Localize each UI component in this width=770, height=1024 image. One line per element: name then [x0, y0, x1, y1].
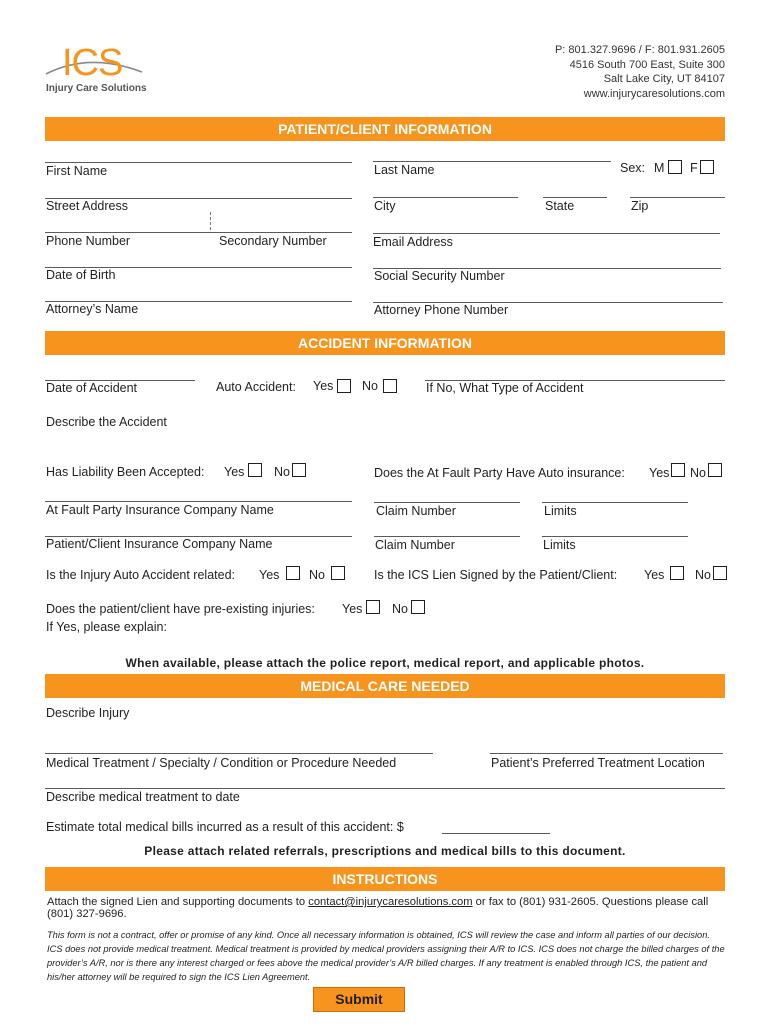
at-fault-claim-label: Claim Number: [376, 504, 456, 518]
injury-yes-label: Yes: [259, 568, 280, 582]
state-label: State: [545, 199, 575, 213]
preexisting-no-label: No: [392, 602, 408, 616]
zip-field[interactable]: [630, 197, 725, 198]
contact-email-link[interactable]: contact@injurycaresolutions.com: [308, 896, 473, 908]
section-medical-header: MEDICAL CARE NEEDED: [45, 674, 725, 698]
auto-accident-label: Auto Accident:: [216, 380, 296, 394]
injury-related-label: Is the Injury Auto Accident related:: [46, 568, 236, 582]
patient-claim-field[interactable]: [374, 536, 520, 537]
at-fault-limits-label: Limits: [544, 504, 577, 518]
lien-yes-label: Yes: [644, 568, 665, 582]
explain-label: If Yes, please explain:: [46, 620, 167, 634]
injury-no-checkbox[interactable]: [331, 566, 345, 580]
auto-no-checkbox[interactable]: [383, 379, 397, 393]
logo-mark: ICS: [62, 42, 123, 84]
section-accident-header: ACCIDENT INFORMATION: [45, 331, 725, 355]
treatment-location-label: Patient’s Preferred Treatment Location: [491, 756, 705, 770]
auto-yes-checkbox[interactable]: [337, 379, 351, 393]
attorney-name-label: Attorney’s Name: [46, 302, 139, 316]
patient-company-label: Patient/Client Insurance Company Name: [46, 537, 273, 551]
at-fault-claim-field[interactable]: [374, 502, 520, 503]
liability-no-label: No: [274, 465, 290, 479]
state-field[interactable]: [543, 197, 607, 198]
treatment-to-date-field[interactable]: [45, 788, 725, 789]
auto-yes-label: Yes: [313, 379, 334, 393]
instructions-text: [47, 896, 727, 920]
secondary-number-label: Secondary Number: [219, 234, 327, 248]
patient-limits-label: Limits: [543, 538, 576, 552]
logo: [44, 42, 147, 96]
lien-no-label: No: [695, 568, 711, 582]
first-name-label: First Name: [46, 164, 108, 178]
section-patient-header: PATIENT/CLIENT INFORMATION: [45, 117, 725, 141]
email-field[interactable]: [373, 233, 720, 234]
at-fault-no-checkbox[interactable]: [708, 463, 722, 477]
logo-subtitle: Injury Care Solutions: [46, 83, 147, 94]
auto-no-label: No: [362, 379, 378, 393]
disclaimer: This form is not a contract, offer or promise of any kind. Once all necessary information is obtained, ICS will review the case and inform all parties of our decision. ICS does not provide medical treatment. Medical treatment is provided by medical providers assigning their A/R to ICS. ICS does not charge the billed charges of the provider’s A/R, nor is there any interest charged or fees above the medical provider’s A/R billed charges. If any treatment is enabled through ICS, the patient and his/her attorney will be required to sign the ICS Lien Agreement.: [47, 930, 725, 982]
sex-f-label: F: [690, 161, 698, 175]
at-fault-company-field[interactable]: [45, 501, 352, 502]
accident-date-label: Date of Accident: [46, 381, 138, 395]
sex-f-checkbox[interactable]: [700, 160, 714, 174]
address-line-1: 4516 South 700 East, Suite 300: [569, 58, 725, 71]
injury-no-label: No: [309, 568, 325, 582]
section-instructions-header: INSTRUCTIONS: [45, 867, 725, 891]
city-label: City: [374, 199, 396, 213]
phone-label: Phone Number: [46, 234, 131, 248]
address-line-2: Salt Lake City, UT 84107: [603, 73, 725, 85]
phone-fax: P: 801.327.9696 / F: 801.931.2605: [554, 44, 725, 56]
sex-m-label: M: [654, 161, 665, 175]
liability-yes-checkbox[interactable]: [248, 463, 262, 477]
preexisting-yes-checkbox[interactable]: [366, 600, 380, 614]
submit-button[interactable]: Submit: [313, 987, 405, 1012]
preexisting-no-checkbox[interactable]: [411, 600, 425, 614]
sex-label: Sex:: [620, 161, 646, 175]
instructions-text-after: or fax to (801) 931-2605. Questions please call (801) 327-9696.: [47, 896, 709, 920]
patient-claim-label: Claim Number: [375, 538, 455, 552]
patient-limits-field[interactable]: [542, 536, 688, 537]
instructions-text-before: Attach the signed Lien and supporting documents to: [47, 896, 309, 908]
treatment-location-field[interactable]: [490, 753, 723, 754]
lien-yes-checkbox[interactable]: [670, 566, 684, 580]
liability-no-checkbox[interactable]: [292, 463, 306, 477]
at-fault-insurance-question: Does the At Fault Party Have Auto insurance:: [374, 466, 625, 480]
describe-accident-label: Describe the Accident: [46, 415, 167, 429]
estimate-label: Estimate total medical bills incurred as a result of this accident: $: [46, 820, 404, 834]
zip-label: Zip: [631, 199, 649, 213]
sex-m-checkbox[interactable]: [668, 160, 682, 174]
dob-label: Date of Birth: [46, 268, 116, 282]
phone-field[interactable]: [45, 232, 352, 233]
lien-no-checkbox[interactable]: [713, 566, 727, 580]
email-label: Email Address: [373, 235, 453, 249]
liability-label: Has Liability Been Accepted:: [46, 465, 205, 479]
accident-type-label: If No, What Type of Accident: [426, 381, 584, 395]
last-name-field[interactable]: [373, 161, 611, 162]
treatment-to-date-label: Describe medical treatment to date: [46, 790, 240, 804]
preexisting-label: Does the patient/client have pre-existing injuries:: [46, 602, 315, 616]
last-name-label: Last Name: [374, 163, 435, 177]
attach-police-report-note: When available, please attach the police report, medical report, and applicable photos.: [125, 656, 645, 670]
at-fault-yes-checkbox[interactable]: [671, 463, 685, 477]
treatment-field[interactable]: [45, 753, 433, 754]
website: www.injurycaresolutions.com: [583, 87, 725, 100]
liability-yes-label: Yes: [224, 465, 245, 479]
attorney-phone-label: Attorney Phone Number: [374, 303, 509, 317]
street-address-label: Street Address: [46, 199, 128, 213]
ssn-label: Social Security Number: [374, 269, 505, 283]
treatment-label: Medical Treatment / Specialty / Condition or Procedure Needed: [46, 756, 397, 770]
preexisting-yes-label: Yes: [342, 602, 363, 616]
estimate-amount-field[interactable]: [442, 833, 550, 834]
phone-divider: [210, 212, 211, 230]
contact-info: [555, 43, 725, 101]
first-name-field[interactable]: [45, 162, 352, 163]
at-fault-limits-field[interactable]: [542, 502, 688, 503]
lien-signed-label: Is the ICS Lien Signed by the Patient/Client:: [374, 568, 618, 582]
attach-referrals-note: Please attach related referrals, prescriptions and medical bills to this document.: [144, 844, 626, 858]
at-fault-no-label: No: [690, 466, 706, 480]
city-field[interactable]: [373, 197, 518, 198]
at-fault-company-label: At Fault Party Insurance Company Name: [46, 503, 274, 517]
describe-injury-label: Describe Injury: [46, 706, 130, 720]
at-fault-yes-label: Yes: [649, 466, 670, 480]
injury-yes-checkbox[interactable]: [286, 566, 300, 580]
